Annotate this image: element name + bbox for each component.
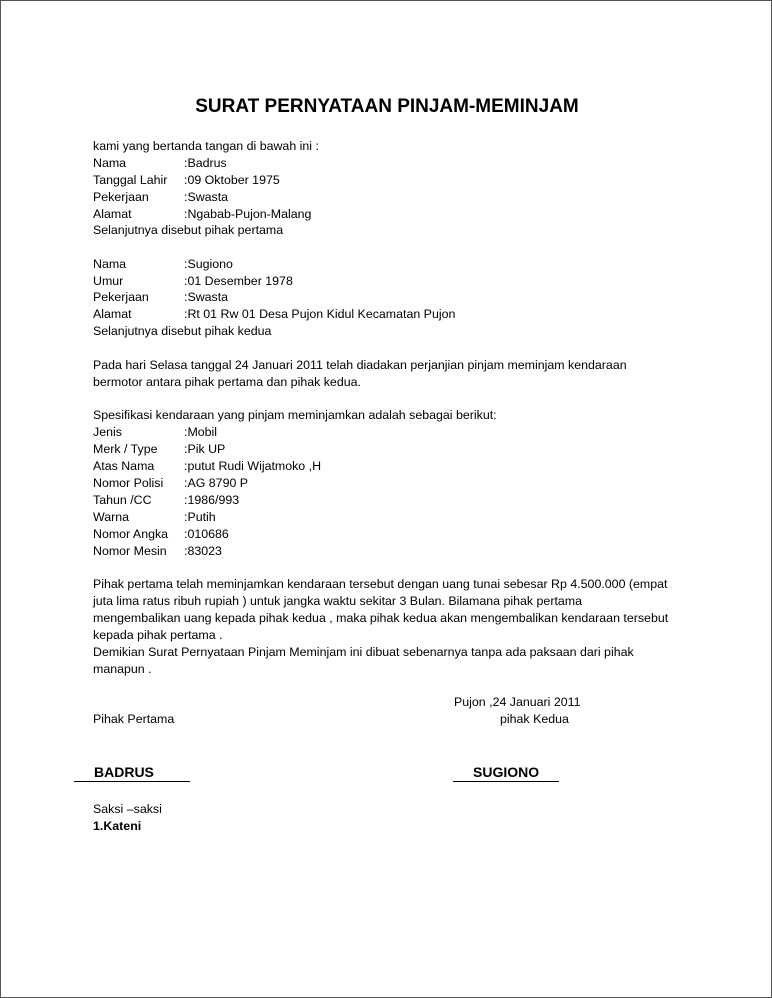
field-label: Umur (93, 274, 124, 288)
field-value: :1986/993 (184, 493, 240, 507)
party1-birthdate-row (93, 172, 280, 189)
party1-signature-name: BADRUS (74, 764, 190, 782)
document-title: SURAT PERNYATAAN PINJAM-MEMINJAM (195, 96, 579, 117)
field-value: :Mobil (184, 425, 218, 439)
vehicle-type-row (93, 424, 217, 441)
vehicle-brand-row (93, 441, 225, 458)
party2-name-row (93, 256, 233, 273)
field-value: :Swasta (184, 190, 229, 204)
party2-address-row (93, 306, 455, 323)
field-value: :Ngabab-Pujon-Malang (184, 207, 312, 221)
party1-role-label: Pihak Pertama (93, 712, 175, 726)
field-value: :09 Oktober 1975 (184, 173, 280, 187)
terms-line: Demikian Surat Pernyataan Pinjam Meminjam ini dibuat sebenarnya tanpa ada paksaan dari pihak (93, 645, 634, 659)
field-label: Merk / Type (93, 442, 158, 456)
witness-1: 1.Kateni (93, 819, 142, 833)
intro-text: kami yang bertanda tangan di bawah ini : (93, 139, 319, 153)
vehicle-plate-row (93, 475, 248, 492)
field-label: Atas Nama (93, 459, 155, 473)
party2-occupation-row (93, 289, 228, 306)
party2-signature-name: SUGIONO (453, 764, 559, 782)
terms-line: Pihak pertama telah meminjamkan kendaraan tersebut dengan uang tunai sebesar Rp 4.500.000 (empat (93, 577, 668, 591)
field-value: :Putih (184, 510, 216, 524)
vehicle-owner-row (93, 458, 321, 475)
field-label: Alamat (93, 207, 132, 221)
agreement-line: bermotor antara pihak pertama dan pihak kedua. (93, 375, 361, 389)
field-label: Nomor Polisi (93, 476, 164, 490)
terms-line: kepada pihak pertama . (93, 628, 223, 642)
field-value: :Badrus (184, 156, 227, 170)
terms-line: mengembalikan uang kepada pihak kedua , maka pihak kedua akan mengembalikan kendaraan tersebut (93, 611, 669, 625)
field-label: Nama (93, 156, 127, 170)
field-label: Nama (93, 257, 127, 271)
field-label: Warna (93, 510, 130, 524)
field-value: :AG 8790 P (184, 476, 249, 490)
field-value: :Pik UP (184, 442, 226, 456)
field-value: :putut Rudi Wijatmoko ,H (184, 459, 322, 473)
field-value: :01 Desember 1978 (184, 274, 293, 288)
party1-occupation-row (93, 189, 228, 206)
field-label: Pekerjaan (93, 290, 149, 304)
field-value: :Rt 01 Rw 01 Desa Pujon Kidul Kecamatan Pujon (184, 307, 456, 321)
vehicle-year-row (93, 492, 239, 509)
party1-closing: Selanjutnya disebut pihak pertama (93, 223, 284, 237)
terms-line: manapun . (93, 662, 152, 676)
agreement-line: Pada hari Selasa tanggal 24 Januari 2011 telah diadakan perjanjian pinjam meminjam kendaraan (93, 358, 627, 372)
vehicle-heading: Spesifikasi kendaraan yang pinjam meminjamkan adalah sebagai berikut: (93, 408, 497, 422)
field-value: :83023 (184, 544, 222, 558)
terms-line: juta lima ratus ribuh rupiah ) untuk jangka waktu sekitar 3 Bulan. Bilamana pihak pertama (93, 594, 583, 608)
party1-address-row (93, 206, 311, 223)
field-label: Jenis (93, 425, 122, 439)
party2-age-row (93, 273, 293, 290)
field-value: :Sugiono (184, 257, 233, 271)
party1-name-row (93, 155, 227, 172)
vehicle-color-row (93, 509, 216, 526)
place-date: Pujon ,24 Januari 2011 (454, 695, 581, 709)
field-label: Nomor Mesin (93, 544, 167, 558)
field-label: Pekerjaan (93, 190, 149, 204)
field-value: :010686 (184, 527, 229, 541)
field-value: :Swasta (184, 290, 229, 304)
witness-heading: Saksi –saksi (93, 802, 162, 816)
field-label: Alamat (93, 307, 132, 321)
field-label: Tahun /CC (93, 493, 152, 507)
party2-role-label: pihak Kedua (500, 712, 569, 726)
vehicle-engine-number-row (93, 543, 222, 560)
party2-closing: Selanjutnya disebut pihak kedua (93, 324, 272, 338)
field-label: Tanggal Lahir (93, 173, 168, 187)
vehicle-frame-number-row (93, 526, 229, 543)
field-label: Nomor Angka (93, 527, 169, 541)
